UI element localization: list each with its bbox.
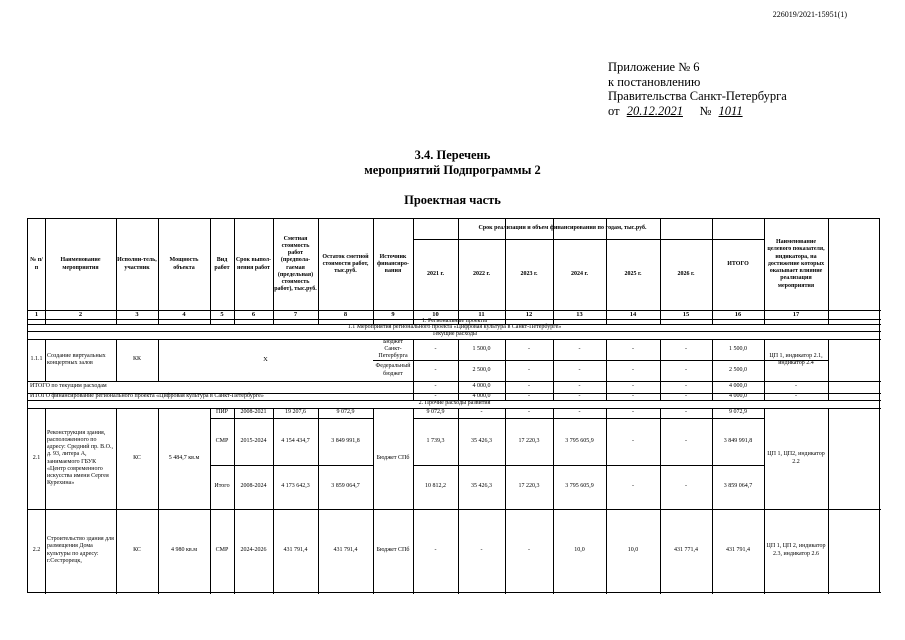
capacity: 4 980 кв.м	[170, 546, 198, 553]
year-value: -	[434, 546, 437, 553]
x-mark: X	[263, 356, 268, 364]
work-type: Итого	[214, 483, 230, 490]
column-number: 14	[629, 310, 637, 318]
document-subtitle: Проектная часть	[404, 193, 501, 207]
year-value: -	[685, 366, 687, 373]
header-term: Срок выпол-нения работ	[235, 257, 272, 271]
measures-table	[27, 218, 880, 593]
executor: КС	[133, 546, 141, 553]
appendix-line-2: к постановлению	[608, 74, 701, 89]
work-type: СМР	[215, 546, 229, 553]
year-value: -	[632, 409, 634, 416]
header-year-5: 2025 г.	[624, 270, 642, 277]
header-work_type: Вид работ	[214, 257, 230, 271]
column-number: 11	[478, 310, 485, 318]
year-value: 10,0	[574, 546, 585, 553]
column-number: 8	[343, 310, 348, 318]
year-value: -	[632, 392, 634, 399]
work-type: ПИР	[215, 409, 228, 416]
header-year-6: 2026 г.	[677, 270, 695, 277]
indicator: -	[795, 383, 797, 390]
year-value: -	[685, 345, 687, 352]
header-period-group: Срок реализации и объем финансирования по годам, тыс.руб.	[478, 225, 647, 232]
column-number: 7	[293, 310, 298, 318]
header-indicator: Наименование целевого показателя, индикатора, на достижение которых оказывает влияние реализация мероприятия	[767, 239, 825, 289]
executor: КС	[133, 454, 141, 461]
total-current-expenses-label: ИТОГО по текущим расходам	[30, 383, 107, 390]
indicator: ЦП 1, индикатор 2.1, индикатор 2.4	[769, 352, 823, 366]
header-estimated_cost: Сметная стоимость работ (предпола-гаемая (предельная) стоимость работ), тыс.руб.	[274, 235, 317, 293]
grid-vline	[828, 339, 829, 400]
year-value: 9 072,9	[426, 409, 445, 416]
from-label: от	[608, 103, 620, 118]
appendix-line-1: Приложение № 6	[608, 60, 700, 74]
year-value: 17 220,3	[518, 483, 540, 490]
year-value: -	[434, 366, 437, 373]
appendix-block	[608, 60, 787, 118]
measure-name: Реконструкция здания, расположенного по адресу: Средний пр. В.О., д. 93, литера А, занимаемого ГБУК «Центр современного искусства имени Сергея Курехина»	[47, 429, 114, 487]
header-name: Наименование мероприятия	[60, 257, 101, 271]
column-number: 5	[220, 310, 224, 318]
header-remaining_cost: Остаток сметной стоимости работ, тыс.руб.	[322, 253, 369, 275]
row-number: 2.2	[32, 546, 41, 553]
year-value: -	[434, 392, 437, 399]
total-value: 2 500,0	[729, 366, 747, 373]
indicator: ЦП 1, ЦП 2, индикатор 2.3, индикатор 2.6	[766, 543, 826, 557]
estimated-cost: 4 173 642,3	[281, 483, 310, 490]
header-year-2: 2022 г.	[472, 270, 491, 277]
remaining-cost: 9 072,9	[336, 409, 355, 416]
measure-name: Строительство здания для размещения Дома культуры по адресу: г.Сестрорецк,	[47, 536, 114, 564]
year-value: -	[685, 409, 687, 416]
year-value: -	[685, 437, 687, 444]
year-value: -	[480, 409, 483, 416]
year-value: -	[632, 383, 634, 390]
header-funding_source: Источник финансиро-вания	[377, 253, 409, 275]
column-number: 6	[251, 310, 256, 318]
year-value: -	[685, 392, 687, 399]
column-number: 10	[432, 310, 439, 318]
year-value: 431 771,4	[674, 546, 698, 553]
column-number: 9	[391, 310, 395, 318]
year-value: 10,0	[627, 546, 639, 553]
year-value: -	[528, 392, 530, 399]
decree-number: 1011	[718, 103, 743, 118]
funding-source: Бюджет СПб	[376, 454, 410, 461]
indicator: -	[795, 392, 797, 399]
column-number: 4	[182, 310, 186, 318]
term: 2008-2024	[240, 483, 267, 490]
appendix-line-3: Правительства Санкт-Петербурга	[608, 89, 787, 103]
row-number: 2.1	[32, 454, 41, 461]
header-num: № п/п	[30, 257, 43, 271]
header-year-1: 2021 г.	[426, 270, 445, 277]
grid-vline	[828, 219, 829, 324]
header-year-4: 2024 г.	[570, 270, 589, 277]
column-number: 2	[78, 310, 83, 318]
total-value: 4 000,0	[729, 383, 747, 390]
total-value: 4 000,0	[729, 392, 747, 399]
year-value: 17 220,3	[518, 437, 540, 444]
header-year-3: 2023 г.	[520, 270, 538, 277]
measure-name: Создание виртуальных концертных залов	[47, 352, 106, 366]
year-value: -	[578, 366, 581, 373]
total-value: 431 791,4	[726, 546, 750, 553]
term: 2015-2024	[240, 437, 267, 444]
term: 2008-2021	[240, 409, 267, 416]
remaining-cost: 3 849 991,8	[331, 437, 360, 444]
document-number: 226019/2021-15951(1)	[772, 10, 847, 19]
estimated-cost: 431 791,4	[283, 546, 308, 553]
year-value: -	[528, 345, 530, 352]
year-value: -	[434, 345, 437, 352]
appendix-line-4	[608, 104, 787, 119]
year-value: 35 426,3	[471, 483, 492, 490]
year-value: -	[632, 437, 634, 444]
column-number: 1	[34, 310, 39, 318]
document-title	[0, 148, 905, 178]
grid-vline	[828, 408, 829, 594]
total-regional-project-label: ИТОГО финансирование регионального проекта «Цифровая культура в Санкт-Петербурге»	[30, 392, 264, 399]
estimated-cost: 19 207,6	[285, 409, 306, 416]
year-value: -	[528, 383, 530, 390]
year-value: -	[685, 383, 687, 390]
header-capacity: Мощность объекта	[169, 257, 199, 271]
total-value: 3 859 064,7	[723, 483, 753, 490]
funding-source: Федеральный бюджет	[375, 363, 411, 377]
year-value: 10 812,2	[425, 483, 446, 490]
year-value: 1 500,0	[472, 345, 491, 352]
year-value: 35 426,3	[471, 437, 492, 444]
year-value: -	[528, 409, 530, 416]
year-value: 1 739,3	[426, 437, 445, 444]
title-line-2: мероприятий Подпрограммы 2	[364, 163, 541, 177]
work-type: СМР	[215, 437, 229, 444]
row-number: 1.1.1	[30, 356, 43, 363]
funding-source: Бюджет СПб	[376, 546, 410, 553]
year-value: -	[434, 383, 437, 390]
total-value: 1 500,0	[729, 345, 747, 352]
column-number: 16	[734, 310, 742, 318]
year-value: -	[480, 546, 483, 553]
year-value: 4 000,0	[472, 383, 491, 390]
column-number: 15	[682, 310, 690, 318]
section-other-expenses: 2. Прочие расходы развития	[418, 400, 491, 407]
header-executor: Исполни-тель, участник	[117, 257, 157, 271]
year-value: -	[578, 345, 581, 352]
section-current-expenses: Текущие расходы	[432, 331, 477, 338]
header-total: ИТОГО	[727, 260, 749, 267]
year-value: -	[632, 483, 634, 490]
executor: КК	[132, 356, 141, 363]
capacity: 5 484,7 кв.м	[168, 454, 200, 461]
total-value: 9 072,9	[729, 409, 747, 416]
number-label: №	[699, 103, 712, 118]
section-regional-projects: 1. Региональные проекты	[421, 317, 488, 324]
remaining-cost: 431 791,4	[333, 546, 358, 553]
year-value: -	[578, 383, 581, 390]
estimated-cost: 4 154 434,7	[281, 437, 310, 444]
decree-date: 20.12.2021	[626, 103, 683, 118]
year-value: -	[632, 345, 634, 352]
year-value: -	[528, 366, 530, 373]
column-number: 3	[135, 310, 139, 318]
column-number: 12	[525, 310, 533, 318]
year-value: -	[578, 409, 581, 416]
year-value: -	[528, 546, 530, 553]
funding-source: Бюджет Санкт-Петербурга	[378, 338, 408, 360]
year-value: 2 500,0	[472, 366, 491, 373]
year-value: -	[632, 366, 634, 373]
year-value: -	[685, 483, 687, 490]
year-value: 3 795 605,9	[565, 437, 594, 444]
column-number: 13	[576, 310, 583, 318]
title-line-1: 3.4. Перечень	[414, 148, 491, 162]
section-digital-culture: 1.1 Мероприятия регионального проекта «Цифровая культура в Санкт-Петербурге»	[347, 323, 562, 330]
total-value: 3 849 991,8	[723, 437, 753, 444]
indicator: ЦП 1, ЦП2, индикатор 2.2	[767, 451, 825, 465]
year-value: -	[578, 392, 581, 399]
grid-hline	[28, 592, 881, 593]
year-value: 3 795 605,9	[565, 483, 594, 490]
remaining-cost: 3 859 064,7	[331, 483, 360, 490]
year-value: 4 000,0	[472, 392, 491, 399]
term: 2024-2026	[240, 546, 267, 553]
column-number: 17	[792, 310, 800, 318]
